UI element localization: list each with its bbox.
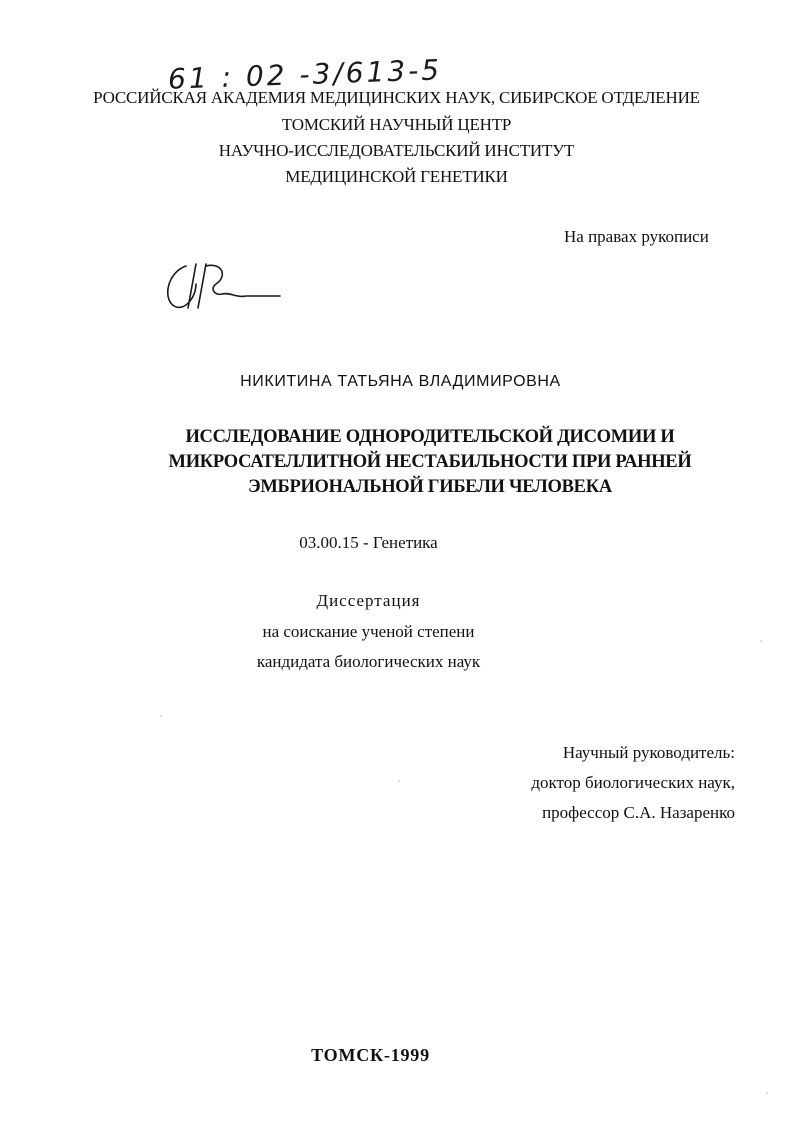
handwritten-archive-number: 61 : 02 -3/613-5 [167, 53, 443, 96]
title-line-3: ЭМБРИОНАЛЬНОЙ ГИБЕЛИ ЧЕЛОВЕКА [248, 477, 612, 497]
city-year: ТОМСК-1999 [311, 1045, 430, 1065]
supervisor-name: профессор С.А. Назаренко [542, 803, 735, 822]
institution-line-2: ТОМСКИЙ НАУЧНЫЙ ЦЕНТР [281, 115, 512, 134]
scan-speck [160, 715, 162, 717]
institution-line-4: МЕДИЦИНСКОЙ ГЕНЕТИКИ [285, 167, 508, 186]
institution-line-1: РОССИЙСКАЯ АКАДЕМИЯ МЕДИЦИНСКИХ НАУК, СИБИРСКОЕ ОТДЕЛЕНИЕ [93, 88, 700, 107]
supervisor-degree: доктор биологических наук, [531, 773, 735, 792]
rights-note: На правах рукописи [564, 227, 709, 246]
handwritten-signature [160, 258, 290, 314]
scan-speck [398, 780, 400, 782]
title-line-1: ИССЛЕДОВАНИЕ ОДНОРОДИТЕЛЬСКОЙ ДИСОМИИ И [185, 427, 675, 447]
specialty-code: 03.00.15 - Генетика [299, 533, 438, 552]
title-line-2: МИКРОСАТЕЛЛИТНОЙ НЕСТАБИЛЬНОСТИ ПРИ РАННЕЙ [168, 452, 692, 472]
supervisor-label: Научный руководитель: [562, 743, 735, 762]
scan-speck [760, 640, 762, 642]
degree-line-1: на соискание ученой степени [262, 622, 475, 641]
dissertation-title [120, 425, 740, 500]
degree-line-2: кандидата биологических наук [256, 652, 481, 671]
scan-speck [766, 1092, 768, 1094]
author-name: НИКИТИНА ТАТЬЯНА ВЛАДИМИРОВНА [240, 373, 561, 390]
dissertation-label: Диссертация [316, 591, 421, 610]
institution-line-3: НАУЧНО-ИССЛЕДОВАТЕЛЬСКИЙ ИНСТИТУТ [218, 141, 575, 160]
